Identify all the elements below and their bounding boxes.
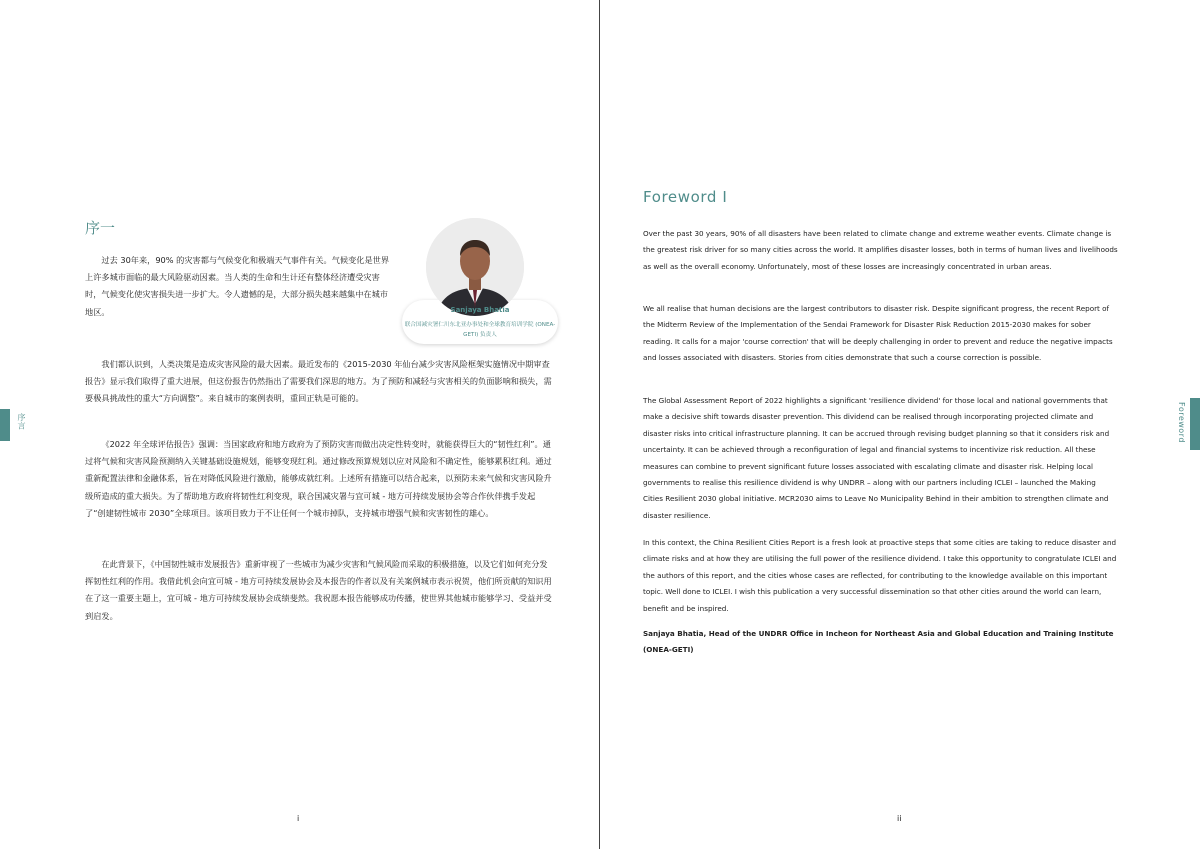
author-name: Sanjaya Bhatia: [450, 306, 510, 314]
page-number: ii: [897, 814, 902, 823]
person-photo-icon: [426, 218, 524, 316]
paragraph-4: In this context, the China Resilient Cities Report is a fresh look at proactive steps that some cities are taking to reduce disaster and climate risks and at how they are utilising the full power of the resilience dividend. I take this opportunity to congratulate ICLEI and the authors of this report, and the cities whose cases are reflected, for contributing to the knowledge available on this important topic. Well done to ICLEI. I wish this publication a very successful dissemination so that other cities around the world can learn, benefit and be inspired.: [643, 538, 1117, 613]
right-page: [601, 0, 1200, 849]
side-tab-marker: [0, 409, 10, 441]
paragraph-2: We all realise that human decisions are the largest contributors to disaster risk. Despite significant progress, the recent Report of the Midterm Review of the Implementation of the Sendai Framework for Disaster Risk Reduction 2015-2030 makes for sober reading. It calls for a major 'course correction' that will be deeply challenging in order to prevent and reduce the negative impacts and losses associated with disasters. Stories from cities demonstrate that such a course correction is possible.: [643, 304, 1113, 363]
author-portrait: [426, 218, 524, 316]
side-tab-marker: [1190, 398, 1200, 450]
side-label: 序言: [17, 413, 26, 430]
paragraph-1: Over the past 30 years, 90% of all disasters have been related to climate change and extreme weather events. Climate change is the greatest risk driver for so many cities across the world. It amplifies disaster losses, both in terms of human lives and livelihoods as well as the overall economy. Unfortunately, most of these losses are increasingly concentrated in urban areas.: [643, 229, 1118, 271]
left-page: [0, 0, 599, 849]
signature: Sanjaya Bhatia, Head of the UNDRR Office in Incheon for Northeast Asia and Global Education and Training Institute (ONEA-GETI): [643, 629, 1114, 655]
page-title: Foreword Ⅰ: [643, 188, 728, 206]
paragraph-1: 过去 30年来，90% 的灾害都与气候变化和极端天气事件有关。气候变化是世界上许多城市面临的最大风险驱动因素。当人类的生命和生计还有整体经济遭受灾害时，气候变化使灾害损失进一步扩大。令人遗憾的是，大部分损失越来越集中在城市地区。: [85, 255, 390, 317]
page-number: i: [297, 814, 300, 823]
paragraph-4: 在此背景下，《中国韧性城市发展报告》重新审视了一些城市为减少灾害和气候风险而采取的积极措施，以及它们如何充分发挥韧性红利的作用。我借此机会向宜可城 - 地方可持续发展协会及本报告的作者以及有关案例城市表示祝贺，他们所贡献的知识用在了这一重要主题上，宜可城 - 地方可持续发展协会成绩斐然。我祝愿本报告能够成功传播，使世界其他城市能够学习、受益并受到启发。: [85, 559, 552, 621]
page-title: 序一: [85, 219, 116, 237]
paragraph-3: 《2022 年全球评估报告》强调：当国家政府和地方政府为了预防灾害而做出决定性转变时，就能获得巨大的“韧性红利”。通过将气候和灾害风险预测纳入关键基础设施规划，能够变现红利。通过修改预算规划以应对风险和不确定性，能够累积红利。通过重新配置法律和金融体系，旨在对降低风险进行激励，能够成就红利。上述所有措施可以结合起来，以预防未来气候和灾害风险升级所造成的重大损失。为了帮助地方政府将韧性红利变现，联合国减灾署与宜可城 - 地方可持续发展协会等合作伙伴携手发起了“创建韧性城市 2030”全球项目。该项目致力于不让任何一个城市掉队，支持城市增强气候和灾害韧性的雄心。: [85, 439, 552, 518]
side-label: Foreword: [1177, 402, 1186, 443]
author-title: 联合国减灾署仁川东北亚办事处和全球教育培训学院 (ONEA-GETI) 负责人: [404, 322, 556, 338]
paragraph-3: The Global Assessment Report of 2022 highlights a significant 'resilience dividend' for those local and national governments that make a decisive shift towards disaster prevention. This dividend can be realised through incorporating projected climate and disaster risks into critical infrastructure planning. It can be accrued through revising budget planning so that it considers risk and uncertainty. It can be achieved through a reconfiguration of legal and financial systems to incentivize risk reduction. All these measures can combine to prevent significant future losses associated with escalating climate and disaster risk. Helping local governments to realise this resilience dividend is why UNDRR – along with our partners including ICLEI – launched the Making Cities Resilient 2030 global initiative. MCR2030 aims to Leave No Municipality Behind in their ambition to strengthen climate and disaster resilience.: [643, 396, 1110, 520]
paragraph-2: 我们都认识到，人类决策是造成灾害风险的最大因素。最近发布的《2015-2030 年仙台减少灾害风险框架实施情况中期审查报告》显示我们取得了重大进展，但这份报告仍然指出了需要我们深思的地方。为了预防和减轻与灾害相关的负面影响和损失，需要极具挑战性的重大“方向调整”。来自城市的案例表明，重回正轨是可能的。: [85, 359, 552, 404]
